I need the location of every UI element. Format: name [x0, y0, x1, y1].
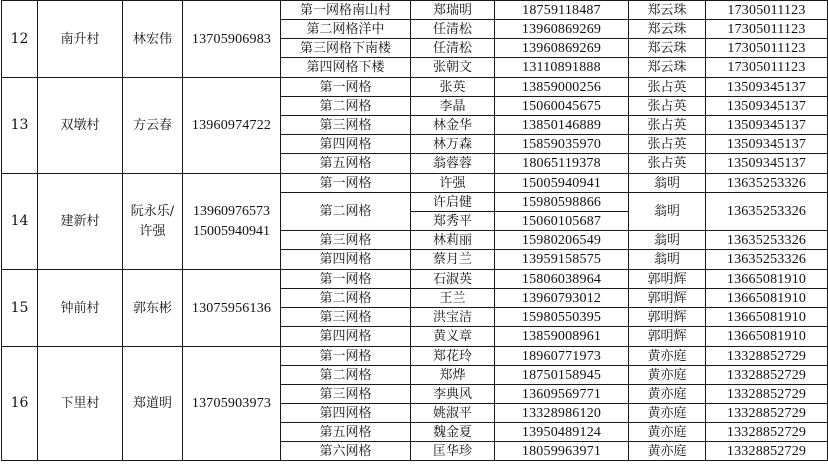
grid-member: 黄义章 — [411, 327, 495, 347]
contact-name: 黄亦庭 — [629, 404, 706, 423]
contact-phone: 13509345137 — [706, 116, 828, 135]
grid-name: 第五网格 — [281, 154, 411, 174]
grid-member: 任清松 — [411, 20, 495, 39]
contact-name: 黄亦庭 — [629, 366, 706, 385]
contact-phone: 17305011123 — [706, 58, 828, 78]
grid-member: 林万森 — [411, 135, 495, 154]
grid-member-phone: 13859000256 — [495, 78, 629, 97]
contact-phone: 13665081910 — [706, 308, 828, 327]
grid-member: 姚淑平 — [411, 404, 495, 423]
grid-member: 许强 — [411, 174, 495, 193]
village-number: 14 — [2, 174, 38, 270]
grid-member-phone: 15806038964 — [495, 270, 629, 289]
grid-name: 第一网格 — [281, 78, 411, 97]
grid-member-phone: 13960869269 — [495, 20, 629, 39]
grid-member: 洪宝洁 — [411, 308, 495, 327]
grid-member: 李晶 — [411, 97, 495, 116]
grid-member-phone: 15980550395 — [495, 308, 629, 327]
village-name: 双墩村 — [38, 78, 123, 174]
contact-name: 张占英 — [629, 154, 706, 174]
grid-member-phone: 13859008961 — [495, 327, 629, 347]
grid-name: 第三网格 — [281, 385, 411, 404]
contact-phone: 17305011123 — [706, 20, 828, 39]
grid-member-phone: 13959158575 — [495, 250, 629, 270]
grid-member-phone: 13110891888 — [495, 58, 629, 78]
grid-member: 魏金夏 — [411, 423, 495, 442]
grid-name: 第二网格 — [281, 366, 411, 385]
grid-member: 石淑英 — [411, 270, 495, 289]
contact-name: 翁明 — [629, 231, 706, 250]
contact-name: 郑云珠 — [629, 20, 706, 39]
grid-name: 第二网格 — [281, 289, 411, 308]
contact-phone: 13509345137 — [706, 97, 828, 116]
grid-name: 第三网格 — [281, 116, 411, 135]
grid-member-phone: 15060105687 — [495, 212, 629, 231]
grid-member: 林莉丽 — [411, 231, 495, 250]
leader-name: 林宏伟 — [123, 1, 183, 78]
leader-phone: 13960974722 — [183, 78, 281, 174]
contact-phone: 13328852729 — [706, 423, 828, 442]
village-number: 15 — [2, 270, 38, 347]
contact-phone: 13509345137 — [706, 135, 828, 154]
contact-phone: 13328852729 — [706, 385, 828, 404]
contact-name: 郭明辉 — [629, 308, 706, 327]
grid-member-phone: 13328986120 — [495, 404, 629, 423]
contact-name: 郑云珠 — [629, 1, 706, 20]
grid-member-phone: 13609569771 — [495, 385, 629, 404]
grid-name: 第二网格 — [281, 97, 411, 116]
village-name: 建新村 — [38, 174, 123, 270]
grid-name: 第一网格 — [281, 347, 411, 366]
contact-phone: 13328852729 — [706, 404, 828, 423]
leader-phone: 15005940941 — [193, 223, 270, 239]
contact-name: 郑云珠 — [629, 58, 706, 78]
village-number: 16 — [2, 347, 38, 461]
grid-name: 第六网格 — [281, 442, 411, 461]
grid-name: 第二网格 — [281, 193, 411, 231]
grid-member-phone: 13960869269 — [495, 39, 629, 58]
grid-name: 第三网格 — [281, 231, 411, 250]
grid-member: 郑秀平 — [411, 212, 495, 231]
table-row — [2, 347, 828, 366]
grid-member-phone: 15980206549 — [495, 231, 629, 250]
grid-member: 张英 — [411, 78, 495, 97]
grid-contact-table — [1, 0, 828, 461]
grid-member: 林金华 — [411, 116, 495, 135]
contact-name: 郑云珠 — [629, 39, 706, 58]
contact-phone: 13635253326 — [706, 250, 828, 270]
grid-member: 翁蓉蓉 — [411, 154, 495, 174]
leader-name: 许强 — [139, 223, 166, 239]
contact-phone: 13509345137 — [706, 78, 828, 97]
contact-phone: 13665081910 — [706, 270, 828, 289]
contact-phone: 13665081910 — [706, 289, 828, 308]
grid-name: 第一网格南山村 — [281, 1, 411, 20]
grid-member: 郑瑞明 — [411, 1, 495, 20]
contact-name: 黄亦庭 — [629, 347, 706, 366]
contact-name: 翁明 — [629, 193, 706, 231]
grid-member-phone: 13960793012 — [495, 289, 629, 308]
grid-name: 第三网格下南楼 — [281, 39, 411, 58]
grid-member: 许启健 — [411, 193, 495, 212]
contact-name: 翁明 — [629, 250, 706, 270]
grid-name: 第三网格 — [281, 308, 411, 327]
table-row — [2, 1, 828, 20]
leader-name: 郭东彬 — [123, 270, 183, 347]
village-name: 南升村 — [38, 1, 123, 78]
leader-names — [123, 174, 183, 270]
grid-member: 郑花玲 — [411, 347, 495, 366]
grid-name: 第四网格下楼 — [281, 58, 411, 78]
village-name: 钟前村 — [38, 270, 123, 347]
contact-phone: 13635253326 — [706, 193, 828, 231]
leader-phone: 13705906983 — [183, 1, 281, 78]
grid-name: 第四网格 — [281, 135, 411, 154]
leader-name: 方云春 — [123, 78, 183, 174]
contact-name: 黄亦庭 — [629, 385, 706, 404]
grid-member-phone: 15060045675 — [495, 97, 629, 116]
leader-phone: 13960976573 — [193, 203, 270, 219]
contact-phone: 13328852729 — [706, 366, 828, 385]
table-row — [2, 270, 828, 289]
contact-name: 黄亦庭 — [629, 423, 706, 442]
leader-phones — [183, 174, 281, 270]
leader-phone: 13705903973 — [183, 347, 281, 461]
village-number: 13 — [2, 78, 38, 174]
contact-phone: 13635253326 — [706, 231, 828, 250]
grid-member: 李典风 — [411, 385, 495, 404]
grid-name: 第四网格 — [281, 327, 411, 347]
grid-member-phone: 18750158945 — [495, 366, 629, 385]
grid-member-phone: 18759118487 — [495, 1, 629, 20]
contact-phone: 13328852729 — [706, 442, 828, 461]
grid-member-phone: 15005940941 — [495, 174, 629, 193]
contact-name: 郭明辉 — [629, 327, 706, 347]
grid-member-phone: 13950489124 — [495, 423, 629, 442]
grid-member-phone: 13850146889 — [495, 116, 629, 135]
grid-name: 第四网格 — [281, 250, 411, 270]
contact-phone: 17305011123 — [706, 1, 828, 20]
grid-member-phone: 15980598866 — [495, 193, 629, 212]
contact-phone: 13665081910 — [706, 327, 828, 347]
grid-name: 第四网格 — [281, 404, 411, 423]
grid-name: 第一网格 — [281, 270, 411, 289]
leader-name: 郑道明 — [123, 347, 183, 461]
leader-name: 阮永乐/ — [130, 203, 175, 219]
village-number: 12 — [2, 1, 38, 78]
grid-member: 王兰 — [411, 289, 495, 308]
grid-member: 匡华珍 — [411, 442, 495, 461]
contact-name: 黄亦庭 — [629, 442, 706, 461]
grid-member-phone: 18059963971 — [495, 442, 629, 461]
contact-phone: 17305011123 — [706, 39, 828, 58]
contact-phone: 13635253326 — [706, 174, 828, 193]
grid-name: 第二网格洋中 — [281, 20, 411, 39]
village-name: 下里村 — [38, 347, 123, 461]
leader-phone: 13075956136 — [183, 270, 281, 347]
grid-member: 任清松 — [411, 39, 495, 58]
contact-name: 张占英 — [629, 135, 706, 154]
grid-member-phone: 15859035970 — [495, 135, 629, 154]
contact-name: 张占英 — [629, 78, 706, 97]
contact-name: 郭明辉 — [629, 289, 706, 308]
grid-member: 张朝文 — [411, 58, 495, 78]
grid-member: 郑烨 — [411, 366, 495, 385]
table-row — [2, 174, 828, 193]
contact-name: 张占英 — [629, 97, 706, 116]
contact-name: 翁明 — [629, 174, 706, 193]
contact-name: 郭明辉 — [629, 270, 706, 289]
table-row — [2, 78, 828, 97]
contact-phone: 13328852729 — [706, 347, 828, 366]
grid-name: 第一网格 — [281, 174, 411, 193]
contact-phone: 13509345137 — [706, 154, 828, 174]
grid-name: 第五网格 — [281, 423, 411, 442]
grid-member-phone: 18960771973 — [495, 347, 629, 366]
grid-member-phone: 18065119378 — [495, 154, 629, 174]
contact-name: 张占英 — [629, 116, 706, 135]
grid-member: 蔡月兰 — [411, 250, 495, 270]
